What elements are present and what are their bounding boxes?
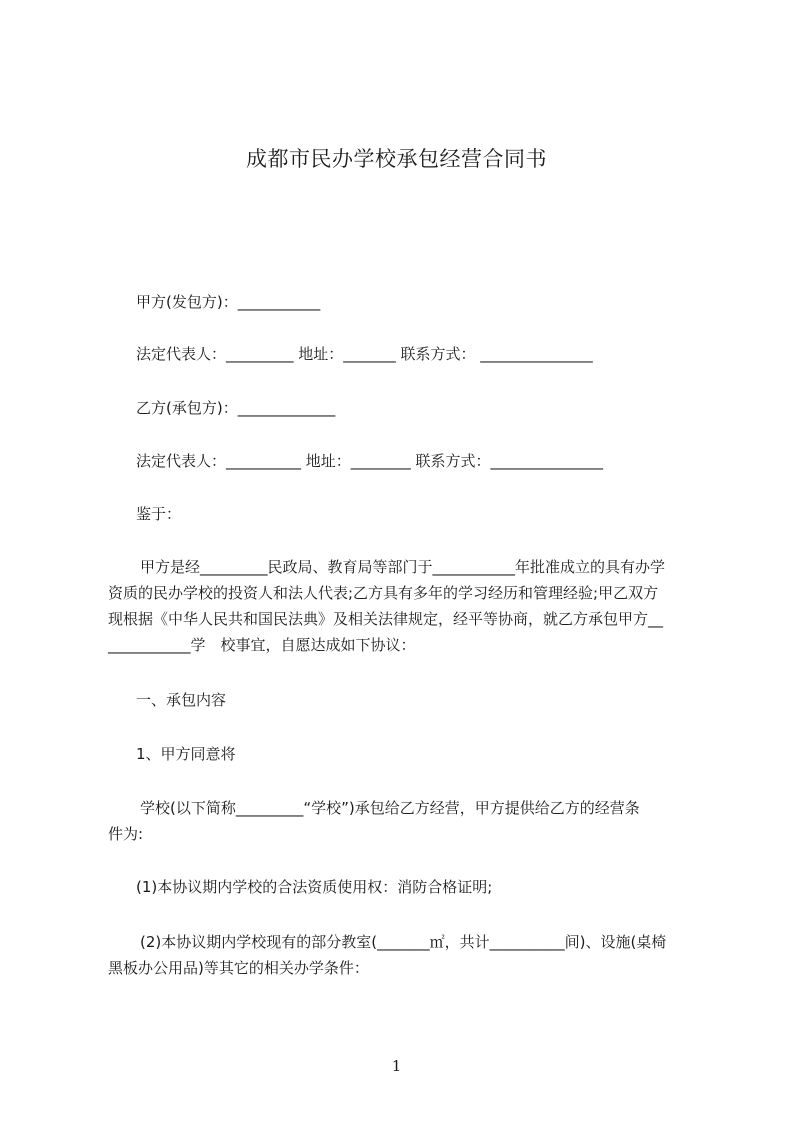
clause-1-detail-line: 学校(以下简称_________“学校”)承包给乙方经营，甲方提供给乙方的经营条 <box>140 799 640 817</box>
party-b-line: 乙方(承包方)：_____________ <box>136 399 336 417</box>
party-a-line: 甲方(发包方)：___________ <box>136 293 321 311</box>
recital-line: 资质的民办学校的投资人和法人代表;乙方具有多年的学习经历和管理经验;甲乙双方 <box>108 584 659 602</box>
recital-paragraph <box>108 554 708 658</box>
party-a-representative-line: 法定代表人：_________ 地址：_______ 联系方式： _______________ <box>136 345 593 363</box>
document-title: 成都市民办学校承包经营合同书 <box>246 147 547 171</box>
recital-line: 甲方是经_________民政局、教育局等部门于___________年批准成立的具有办学 <box>140 558 666 576</box>
section-1-heading: 一、承包内容 <box>136 691 227 709</box>
clause-1-detail-line: 件为: <box>108 825 144 843</box>
clause-1-detail-paragraph <box>108 795 708 847</box>
item-2-line: (2)本协议期内学校现有的部分教室(_______㎡，共计__________间)、设施(桌椅 <box>140 933 667 951</box>
clause-1: 1、甲方同意将 <box>136 745 236 763</box>
recital-line: 现根据《中华人民共和国民法典》及相关法律规定，经平等协商，就乙方承包甲方__ <box>108 610 664 628</box>
item-1: (1)本协议期内学校的合法资质使用权：消防合格证明; <box>136 878 493 896</box>
item-2-line: 黑板办公用品)等其它的相关办学条件： <box>108 959 369 977</box>
page-number: 1 <box>391 1057 402 1075</box>
whereas-label: 鉴于： <box>136 505 182 523</box>
recital-line: ___________学 校事宜，自愿达成如下协议： <box>108 636 416 654</box>
item-2-paragraph <box>108 929 708 981</box>
party-b-representative-line: 法定代表人：__________ 地址：________ 联系方式：_______________ <box>136 452 604 470</box>
